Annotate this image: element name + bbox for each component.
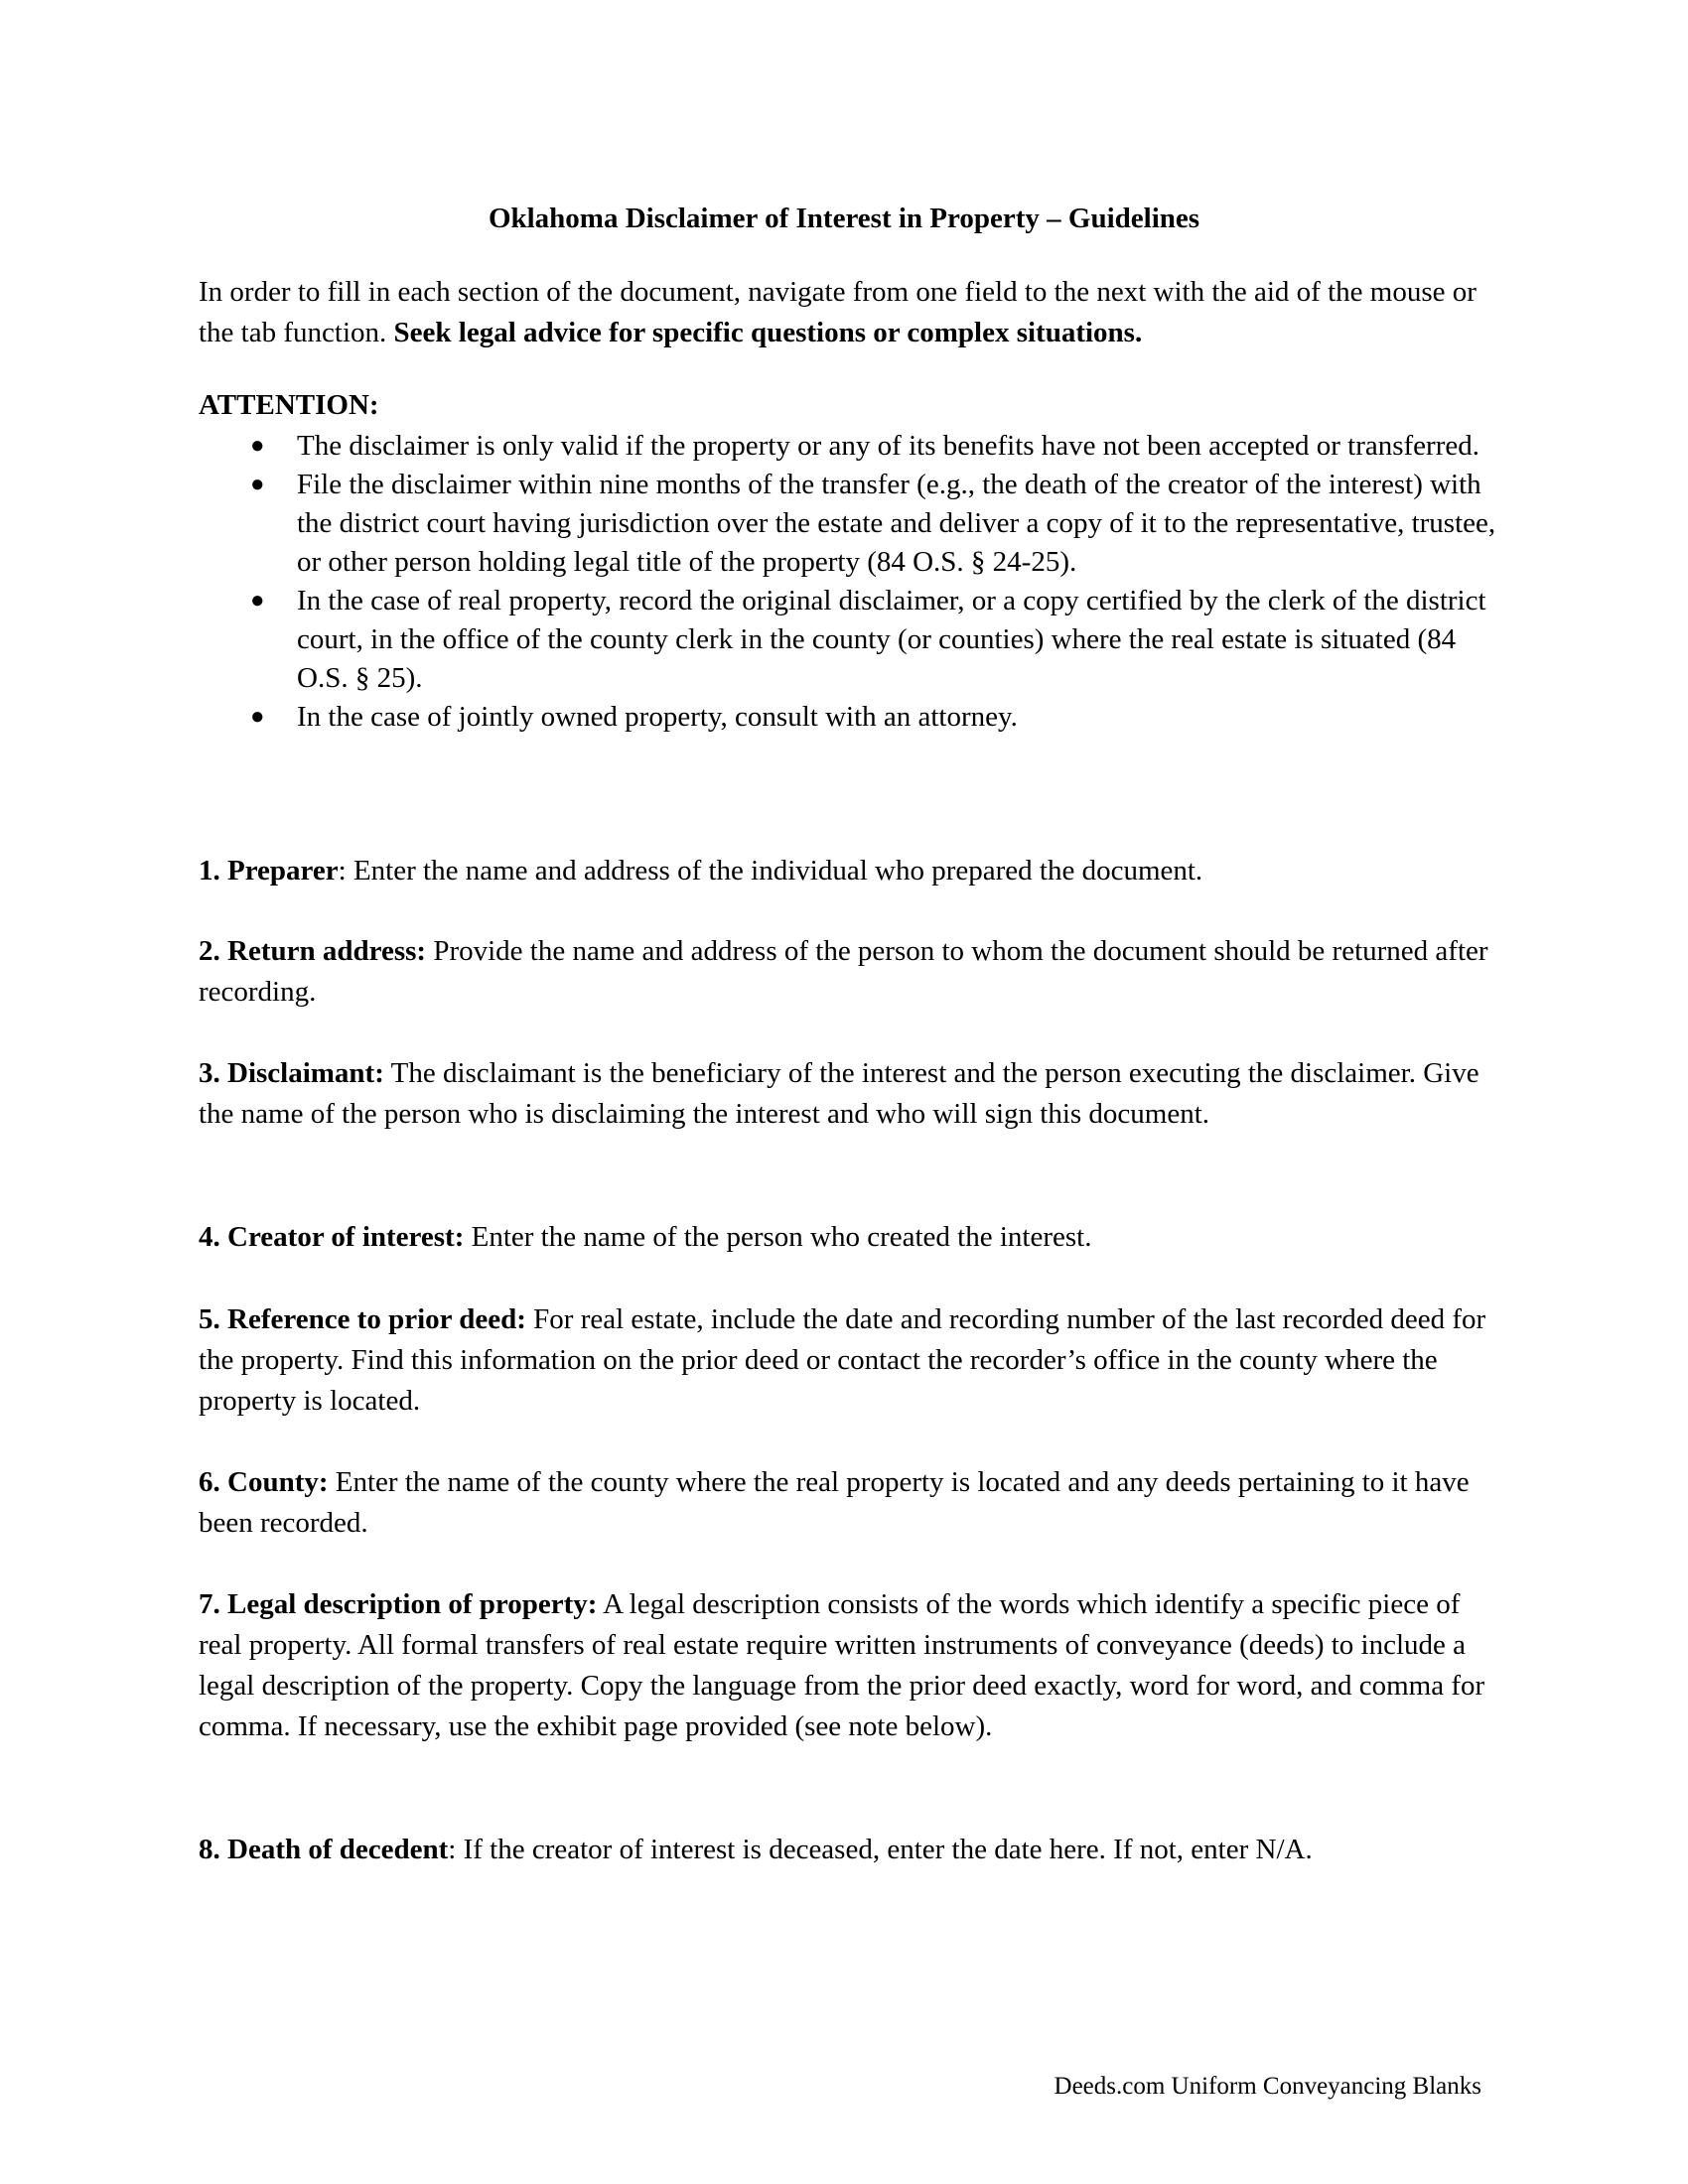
section-text: Enter the name of the person who created the interest. bbox=[471, 1221, 1092, 1253]
attention-list bbox=[199, 427, 1499, 737]
section-death-of-decedent bbox=[199, 1830, 1499, 1870]
section-disclaimant bbox=[199, 1053, 1499, 1135]
section-return-address bbox=[199, 931, 1499, 1013]
section-reference-to-prior-deed bbox=[199, 1299, 1499, 1422]
bullet-icon: ● bbox=[250, 704, 265, 730]
list-item bbox=[199, 427, 1499, 466]
section-text: A legal description consists of the words which identify a specific piece of real property. All formal transfers of real estate require written instruments of conveyance (deeds) to include a legal description of the property. Copy the language from the prior deed exactly, word for word, and comma for comma. If necessary, use the exhibit page provided (see note below). bbox=[199, 1588, 1485, 1742]
section-label: 3. Disclaimant: bbox=[199, 1057, 384, 1089]
list-item bbox=[199, 466, 1499, 582]
list-item bbox=[199, 582, 1499, 698]
list-item-text: In the case of real property, record the original disclaimer, or a copy certified by the clerk of the district court, in the office of the county clerk in the county (or counties) where the real estate is situated (84 O.S. § 25). bbox=[297, 585, 1486, 694]
intro-paragraph bbox=[199, 272, 1499, 353]
section-legal-description bbox=[199, 1584, 1499, 1747]
section-label: 1. Preparer bbox=[199, 855, 339, 887]
section-text: Enter the name and address of the individual who prepared the document. bbox=[352, 855, 1203, 887]
section-county bbox=[199, 1462, 1499, 1544]
list-item-text: File the disclaimer within nine months of the transfer (e.g., the death of the creator of the interest) with the district court having jurisdiction over the estate and deliver a copy of it to the representative, trustee, or other person holding legal title of the property (84 O.S. § 24-25). bbox=[297, 469, 1496, 578]
section-label: 5. Reference to prior deed: bbox=[199, 1303, 526, 1335]
attention-heading: ATTENTION: bbox=[199, 389, 379, 421]
section-text: Provide the name and address of the person to whom the document should be returned after recording. bbox=[199, 935, 1488, 1008]
section-text: Enter the name of the county where the real property is located and any deeds pertaining to it have been recorded. bbox=[199, 1466, 1470, 1539]
intro-bold-text: Seek legal advice for specific questions or complex situations. bbox=[393, 317, 1143, 348]
section-text: For real estate, include the date and recording number of the last recorded deed for the property. Find this information on the prior deed or contact the recorder’s office in the county where the property is located. bbox=[199, 1303, 1486, 1417]
section-preparer bbox=[199, 851, 1499, 891]
section-label: 7. Legal description of property: bbox=[199, 1588, 598, 1620]
section-text: The disclaimant is the beneficiary of the interest and the person executing the disclaimer. Give the name of the person who is disclaiming the interest and who will sign this document. bbox=[199, 1057, 1479, 1130]
intro-text: In order to fill in each section of the document, navigate from one field to the next with the aid of the mouse or the tab function. bbox=[199, 276, 1477, 348]
section-label: 8. Death of decedent bbox=[199, 1834, 449, 1865]
bullet-icon: ● bbox=[250, 588, 265, 614]
section-text: If the creator of interest is deceased, enter the date here. If not, enter N/A. bbox=[463, 1834, 1313, 1865]
section-separator: : bbox=[448, 1834, 457, 1865]
list-item-text: The disclaimer is only valid if the property or any of its benefits have not been accepted or transferred. bbox=[297, 430, 1479, 462]
document-title: Oklahoma Disclaimer of Interest in Property – Guidelines bbox=[488, 203, 1200, 234]
section-label: 6. County: bbox=[199, 1466, 329, 1498]
bullet-icon: ● bbox=[250, 433, 265, 459]
section-label: 4. Creator of interest: bbox=[199, 1221, 465, 1253]
page-footer: Deeds.com Uniform Conveyancing Blanks bbox=[1054, 2073, 1481, 2100]
section-separator: : bbox=[338, 855, 347, 887]
list-item-text: In the case of jointly owned property, consult with an attorney. bbox=[297, 701, 1018, 733]
section-label: 2. Return address: bbox=[199, 935, 427, 967]
list-item bbox=[199, 698, 1499, 737]
section-creator-of-interest bbox=[199, 1217, 1499, 1258]
bullet-icon: ● bbox=[250, 472, 265, 497]
